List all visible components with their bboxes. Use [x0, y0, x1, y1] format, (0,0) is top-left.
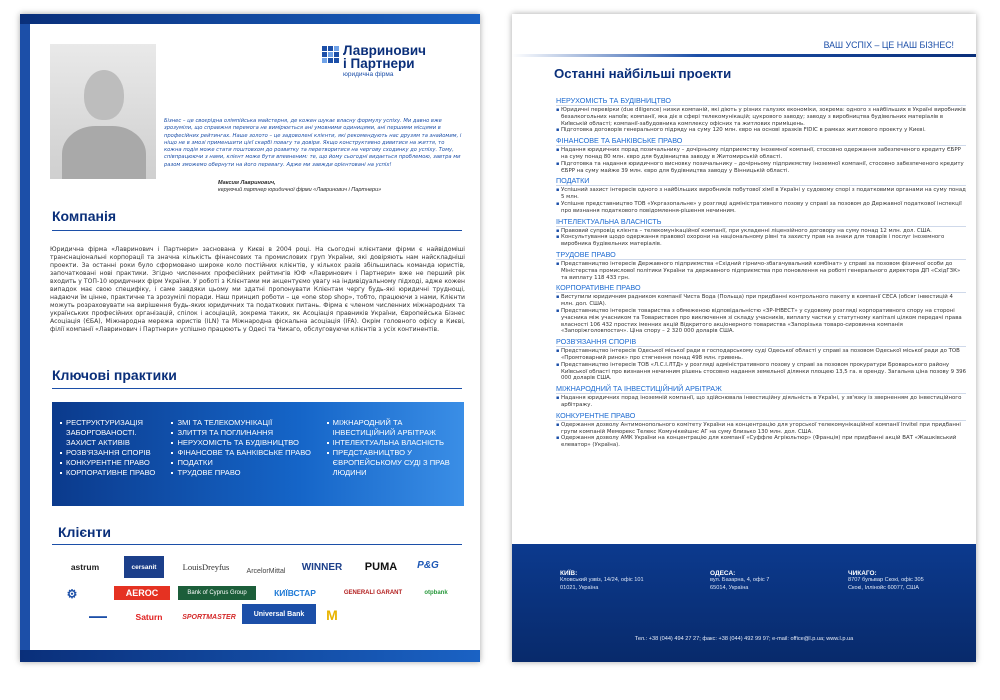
chicago-address-line1: 8707 бульвар Скокі, офіс 305 [848, 577, 924, 584]
top-stripe [20, 14, 480, 24]
project-item: ▪ Успішний захист інтересів одного з найбільших виробників побутової хімії в Україні у судовому спорі з податковими органами на суму понад 5 млн. [556, 187, 966, 201]
clients-grid [56, 554, 466, 654]
projects-list [556, 94, 966, 449]
partner-quote: Бізнес – це своєрідна олімпійська майстерня, де кожен шукає власну формулу успіху. Ми давно вже зрозуміли, що справжня перемога не вимірюється ані умовними одиницями, ані першими місцями в професійних рейтингах. Наше золото – це задоволені клієнти, які рекомендують нас друзям та знайомим, і ніщо не в змозі применшити цієї скарбі повагу та довіри. Якщо конструктивно дивитися на життя, то кожна подія може стати поштовхом до розвитку та перетворитися на чергову сходинку до успіху. Тому, співпрацюючи з нами, клієнт може бути впевненим: те, що йому сьогодні видається проблемою, завтра ми разом зможемо обернути на його перевагу. Адже ми завжди орієнтовані на успіх! [164, 118, 462, 168]
odesa-address-line1: вул. Базарна, 4, офіс 7 [710, 577, 770, 584]
project-item: ▪ Успішне представництво ТОВ «Укргазопальне» у розгляді адміністративного позову у справі за позовом до Державної податкової інспекції про визнання податкового повідомлення-рішення нечинним. [556, 201, 966, 215]
footer-kyiv [560, 570, 644, 592]
company-rule [52, 230, 462, 231]
client-logo-cersanit: cersanit [124, 556, 164, 578]
project-category: ФІНАНСОВЕ ТА БАНКІВСЬКЕ ПРАВО [556, 136, 683, 146]
odesa-address-line2: 65014, Україна [710, 584, 749, 591]
project-item: ▪ Представництво інтересів ТОВ «Л.С.І.ЛТД» у розгляді адміністративного позову у справі за позовом прокуратури Броварського району Київської області про визнання нечинним рішень стосовно надання земельної ділянки площею 13,5 га. в оренду. Загальна ціна позову 9 396 000 доларів США. [556, 362, 966, 382]
practice-item: ТРУДОВЕ ПРАВО [171, 468, 318, 478]
portrait-body [62, 126, 146, 179]
practice-item: ПОДАТКИ [171, 458, 318, 468]
kyiv-address-line1: Кловський узвіз, 14/24, офіс 101 [560, 577, 644, 584]
practices-rule [52, 388, 462, 389]
contacts-footer [512, 544, 976, 662]
top-rule [512, 54, 976, 57]
projects-title: Останні найбільші проекти [554, 66, 732, 81]
company-title: Компанія [52, 208, 117, 224]
practices-column-1 [60, 418, 163, 500]
category-rule [556, 226, 966, 227]
practice-item: РОЗВ'ЯЗАННЯ СПОРІВ [60, 448, 163, 458]
practices-title: Ключові практики [52, 367, 177, 383]
footer-odesa [710, 570, 769, 592]
logo-mark-icon [322, 46, 339, 63]
quote-author [218, 180, 418, 194]
practices-box [52, 402, 464, 506]
practice-item: КОНКУРЕНТНЕ ПРАВО [60, 458, 163, 468]
chicago-label: ЧИКАГО: [848, 570, 877, 577]
project-item: ▪ Надання юридичних порад іноземній компанії, що здійснювала інвестиційну діяльність в Україні, у зв'язку із зверненням до інвестиційного арбітражу. [556, 395, 966, 409]
project-item: ▪ Надання юридичних порад позичальнику – дочірньому підприємству іноземної компанії, стосовно одержання забезпеченого кредиту ЄБРР на суму понад 80 млн. євро для будівництва заводу в Житомирській області. [556, 147, 966, 161]
partner-portrait [50, 44, 156, 179]
project-category: ТРУДОВЕ ПРАВО [556, 249, 616, 259]
quote-author-role: керуючий партнер юридичної фірми «Лавринович і Партнери» [218, 187, 382, 193]
project-item: ▪ Юридичні перевірки (due diligence) низки компаній, які діють у різних галузях економіки, зокрема: одного з найбільших в Україні виробників безалкогольних напоїв; компанії, яка діє в сфері телекомунікацій; цукрового заводу; заводу з виробництва будівельних матеріалів в Київській області; компанії-забудовника комплексу офісних та житлових приміщень. [556, 107, 966, 127]
client-logo-kyivstar: КИЇВСТАР [274, 588, 316, 598]
footer-contacts: Тел.: +38 (044) 494 27 27; факс: +38 (044) 492 99 97; e-mail: office@l.p.ua; www.l.p.ua [634, 636, 854, 642]
tagline: ВАШ УСПІХ – ЦЕ НАШ БІЗНЕС! [823, 40, 954, 50]
clients-rule [52, 544, 462, 545]
client-logo-louisdreyfus: LouisDreyfus [182, 562, 230, 572]
kyiv-label: КИЇВ: [560, 570, 578, 577]
bottom-stripe [20, 650, 480, 662]
practice-item: ІНТЕЛЕКТУАЛЬНА ВЛАСНІСТЬ [327, 438, 456, 448]
project-item: ▪ Одержання дозволу Антимонопольного комітету України на концентрацію для угорської телекомунікаційної компанії Invitel при придбанні групи компаній Мемореκс Телекс Комунікейшнс АГ на суму близько 130 млн. дол. США. [556, 422, 966, 436]
practice-item: МІЖНАРОДНИЙ ТА ІНВЕСТИЦІЙНИЙ АРБІТРАЖ [327, 418, 456, 438]
left-page [20, 14, 480, 662]
client-logo-sportmaster: SPORTMASTER [182, 613, 236, 621]
right-page [512, 14, 976, 662]
project-item: ▪ Представництво інтересів Одеської міської ради в господарському суді Одеської області у справі за позовом Одеської міської ради до ТОВ «Промтоварний ринок» про стягнення понад 498 млн. гривень. [556, 348, 966, 362]
practice-item: ПРЕДСТАВНИЦТВО У ЄВРОПЕЙСЬКОМУ СУДІ З ПРАВ ЛЮДИНИ [327, 448, 456, 478]
client-logo-generali: GENERALI GARANT [343, 590, 403, 596]
practice-item: ФІНАНСОВЕ ТА БАНКІВСЬКЕ ПРАВО [171, 448, 318, 458]
category-rule [556, 259, 966, 260]
project-item: ▪ Виступили юридичним радником компанії Чиста Вода (Польща) при придбанні контрольного пакету в компанії CECA (обсяг інвестицій 4 млн. дол. США). [556, 294, 966, 308]
odesa-label: ОДЕСА: [710, 570, 736, 577]
client-logo-pg: P&G [417, 559, 439, 571]
practice-item: КОРПОРАТИВНЕ ПРАВО [60, 468, 163, 478]
practice-item: ЗЛИТТЯ ТА ПОГЛИНАННЯ [171, 428, 318, 438]
project-item: ▪ Підготовка договорів генерального підряду на суму 120 млн. євро на основі зразків FIDIC в рамках житлового проекту у Києві. [556, 127, 966, 134]
category-rule [556, 145, 966, 146]
practice-item: РЕСТРУКТУРИЗАЦІЯ ЗАБОРГОВАНОСТІ. ЗАХИСТ АКТИВІВ [60, 418, 163, 448]
clients-title: Клієнти [58, 524, 111, 540]
project-category: КОРПОРАТИВНЕ ПРАВО [556, 283, 641, 293]
client-logo-bank-of-cyprus: Bank of Cyprus Group [178, 586, 256, 600]
client-logo-aeroc: AEROC [114, 586, 170, 600]
footer-chicago [848, 570, 924, 592]
project-item: ▪ Правовий супровід клієнта – телекомунікаційної компанії, при укладенні ліцензійного договору на суму понад 12 млн. дол. США. [556, 228, 966, 235]
client-logo-winner: WINNER [301, 561, 343, 573]
client-logo-puma: PUMA [364, 561, 398, 573]
client-logo-saturn: Saturn [135, 612, 163, 622]
project-category: КОНКУРЕНТНЕ ПРАВО [556, 410, 636, 420]
logo-line1: Лавринович [343, 43, 426, 58]
project-category: МІЖНАРОДНИЙ ТА ІНВЕСТИЦІЙНИЙ АРБІТРАЖ [556, 384, 722, 394]
client-logo-arcelormittal: ArcelorMittal [246, 567, 286, 575]
client-logo-universal-bank: Universal Bank [242, 604, 316, 624]
project-category: ПОДАТКИ [556, 176, 590, 186]
project-item: ▪ Консультування щодо одержання правової охорони на національному рівні та захисту прав на знаки для товарів і послуг іноземного виробника будівельних матеріалів. [556, 234, 966, 248]
company-text: Юридична фірма «Лавринович і Партнери» заснована у Києві в 2004 році. На сьогодні клієнтами фірми є найвідоміші транснаціональні корпорації та значна кількість фінансових та промислових груп України, які довіряють нам найскладніші проекти. За останні роки було сформовано широке коло постійних клієнтів, у кількох разів збільшилась команда юристів, започатковані нові практики. Згідно численних професійних рейтингів ЮФ «Лавринович і Партнери» вже не перший рік входить у ТОП-10 юридичних фірм України. У роботі з Клієнтами ми акцентуємо увагу на індивідуальному підході, адже кожен випадок має свою специфіку, і саме завдяки цьому ми здатні пропонувати Клієнтам чергу будь-які юридичні труднощі, надаючи їм цінне, практичне та зрозумілі поради. Наш принцип роботи – це «one stop shop», тобто, працюючи з нами, Клієнти можуть розраховувати на вирішення будь-яких юридичних та податкових питань. Фірма є членом численних міжнародних та українських професійних організацій, спілок і асоціацій, зокрема таких, як Асоціація правників України, Європейська Бізнес Асоціація (ЄБА), Міжнародна мережа юристів (ILN) та Міжнародна фіскальна асоціація (IFA). Окрім головного офісу в Києві, філії компанії «Лавринович і Партнери» успішно працюють у Одесі та Чикаго, обслуговуючи клієнтів з усіх континентів. [50, 246, 465, 333]
category-rule [556, 420, 966, 421]
client-logo-blue-text: ▬▬▬ [89, 614, 107, 620]
category-rule [556, 393, 966, 394]
practices-column-3 [327, 418, 456, 500]
category-rule [556, 346, 966, 347]
logo-line2: і Партнери [343, 56, 415, 71]
company-logo [322, 44, 426, 79]
practices-column-2 [171, 418, 318, 500]
kyiv-address-line2: 01021, Україна [560, 584, 599, 591]
side-bar [20, 24, 30, 650]
project-category: РОЗВ'ЯЗАННЯ СПОРІВ [556, 337, 637, 347]
project-item: ▪ Представництво інтересів Державного підприємства «Східний гірничо-збагачувальний комбінат» у справі за позовом фізичної особи до Міністерства промислової політики України та державного підприємства про поновлення на роботі генерального директора ДП «СхідГЗК» та виплату 118 433 грн. [556, 261, 966, 281]
quote-author-name: Максим Лавринович, [218, 180, 276, 186]
project-item: ▪ Одержання дозволу АМК України на концентрацію для компанії «Суффле Агріюльтюр» (Франція) при придбанні акцій ВАТ «Жашківський елеватор» (Україна). [556, 435, 966, 449]
chicago-address-line2: Скокі, Іллінойс 60077, США [848, 584, 920, 591]
logo-subtitle: юридична фірма [343, 71, 394, 78]
client-logo-otpbank: otpbank [424, 590, 448, 596]
project-category: НЕРУХОМІСТЬ ТА БУДІВНИЦТВО [556, 96, 671, 105]
client-logo-blue-mark-icon: ⚙ [66, 587, 78, 601]
client-logo-mcdonalds-icon: M [326, 607, 338, 623]
project-item: ▪ Підготовка та надання юридичного висновку позичальнику – дочірньому підприємству іноземної компанії, стосовно забезпеченого кредиту ЄБРР на суму майже 39 млн. євро для будівництва заводу у Вінницькій області. [556, 161, 966, 175]
project-category: ІНТЕЛЕКТУАЛЬНА ВЛАСНІСТЬ [556, 216, 662, 226]
category-rule [556, 105, 966, 106]
practice-item: НЕРУХОМІСТЬ ТА БУДІВНИЦТВО [171, 438, 318, 448]
portrait-head [84, 70, 124, 120]
client-logo-astrum: astrum [70, 562, 100, 572]
practice-item: ЗМІ ТА ТЕЛЕКОМУНІКАЦІЇ [171, 418, 318, 428]
project-item: ▪ Представництво інтересів товариства з обмеженою відповідальністю «ЗР-ІНВЕСТ» у судовому розгляді корпоративного спору на стороні учасника між учасником та Товариством про виключення зі складу учасників, виплату частки у статутному капіталі цілком передачі права власності 106 432 простих іменних акцій Відкритого акціонерного товариства «Запорізька товаро-сировинна компанія «Запоріжголовпостач». Ціна спору – 2 320 000 доларів США. [556, 308, 966, 335]
